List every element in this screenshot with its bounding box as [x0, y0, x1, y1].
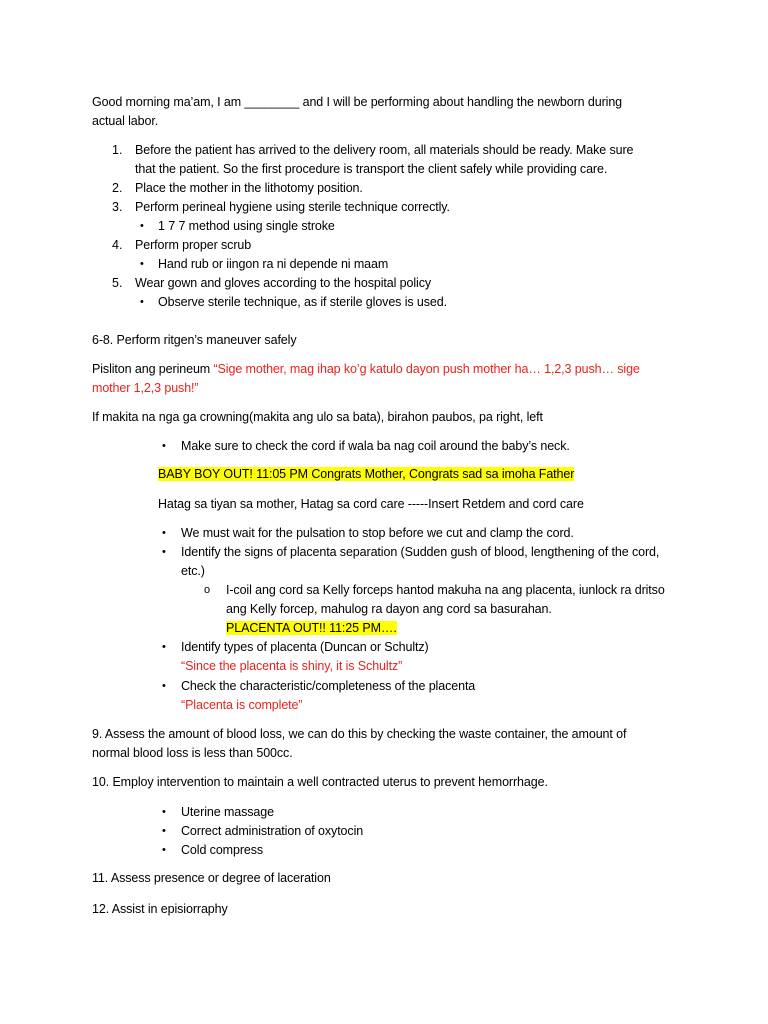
bullet-icon: •: [162, 546, 166, 558]
bullet-icon: •: [162, 440, 166, 452]
step-9-line-2: normal blood loss is less than 500cc.: [92, 746, 293, 760]
intro-line-1: Good morning ma’am, I am ________ and I will be performing about handling the newborn during: [92, 95, 623, 109]
bullet-icon: •: [140, 220, 144, 232]
section-6-8: 6-8. Perform ritgen’s maneuver safely: [92, 333, 297, 347]
check-placenta-text: Check the characteristic/completeness of the placenta: [181, 679, 476, 693]
pisliton-prefix: Pisliton ang perineum: [92, 362, 214, 376]
intro-line-2: actual labor.: [92, 114, 159, 128]
wait-pulsation-text: We must wait for the pulsation to stop before we cut and clamp the cord.: [181, 526, 574, 540]
bullet-icon: •: [162, 527, 166, 539]
step-number: 1.: [112, 143, 123, 157]
step-1-line-2: that the patient. So the first procedure is transport the client safely while providing care.: [135, 162, 608, 176]
step-9-line-1: 9. Assess the amount of blood loss, we can do this by checking the waste container, the amount of: [92, 727, 627, 741]
step-number: 4.: [112, 238, 123, 252]
step-4-text: Perform proper scrub: [135, 238, 252, 252]
step-11-text: 11. Assess presence or degree of laceration: [92, 871, 331, 885]
placenta-out-text: PLACENTA OUT!! 11:25 PM….: [226, 621, 397, 635]
circle-bullet-icon: o: [204, 584, 211, 596]
bullet-icon: •: [162, 641, 166, 653]
pisliton-quote-2: mother 1,2,3 push!”: [92, 381, 199, 395]
crowning-text: If makita na nga ga crowning(makita ang ulo sa bata), birahon paubos, pa right, left: [92, 410, 543, 424]
identify-signs-line-1: Identify the signs of placenta separation (Sudden gush of blood, lengthening of the cord,: [181, 545, 660, 559]
types-quote: “Since the placenta is shiny, it is Schultz”: [181, 659, 403, 673]
pisliton-line-1: [92, 360, 640, 379]
step-number: 3.: [112, 200, 123, 214]
bullet-icon: •: [162, 806, 166, 818]
coil-line-2: ang Kelly forcep, mahulog ra dayon ang cord sa basurahan.: [226, 602, 552, 616]
step-3-sub: 1 7 7 method using single stroke: [158, 219, 335, 233]
bullet-icon: •: [140, 296, 144, 308]
step-10-text: 10. Employ intervention to maintain a well contracted uterus to prevent hemorrhage.: [92, 775, 548, 789]
step-4-sub: Hand rub or iingon ra ni depende ni maam: [158, 257, 389, 271]
identify-signs-line-2: etc.): [181, 564, 205, 578]
baby-out-text: BABY BOY OUT! 11:05 PM Congrats Mother, Congrats sad sa imoha Father: [158, 467, 575, 481]
types-text: Identify types of placenta (Duncan or Schultz): [181, 640, 429, 654]
hatag-text: Hatag sa tiyan sa mother, Hatag sa cord care -----Insert Retdem and cord care: [158, 497, 584, 511]
step-10-item: Uterine massage: [181, 805, 274, 819]
pisliton-quote-1: “Sige mother, mag ihap ko’g katulo dayon push mother ha… 1,2,3 push… sige: [213, 362, 640, 376]
step-number: 5.: [112, 276, 123, 290]
check-placenta-quote: “Placenta is complete”: [181, 698, 303, 712]
step-5-sub: Observe sterile technique, as if sterile gloves is used.: [158, 295, 447, 309]
placenta-out-highlight: [226, 619, 397, 638]
check-cord-text: Make sure to check the cord if wala ba nag coil around the baby’s neck.: [181, 439, 570, 453]
step-1-line-1: Before the patient has arrived to the delivery room, all materials should be ready. Make sure: [135, 143, 634, 157]
step-10-item: Correct administration of oxytocin: [181, 824, 364, 838]
step-number: 2.: [112, 181, 123, 195]
bullet-icon: •: [162, 844, 166, 856]
bullet-icon: •: [162, 680, 166, 692]
step-12-text: 12. Assist in episiorraphy: [92, 902, 228, 916]
step-5-text: Wear gown and gloves according to the hospital policy: [135, 276, 432, 290]
step-10-item: Cold compress: [181, 843, 264, 857]
baby-out-highlight: [158, 465, 574, 484]
bullet-icon: •: [162, 825, 166, 837]
bullet-icon: •: [140, 258, 144, 270]
step-2-text: Place the mother in the lithotomy position.: [135, 181, 363, 195]
step-3-text: Perform perineal hygiene using sterile technique correctly.: [135, 200, 450, 214]
coil-line-1: I-coil ang cord sa Kelly forceps hantod makuha na ang placenta, iunlock ra dritso: [226, 583, 665, 597]
